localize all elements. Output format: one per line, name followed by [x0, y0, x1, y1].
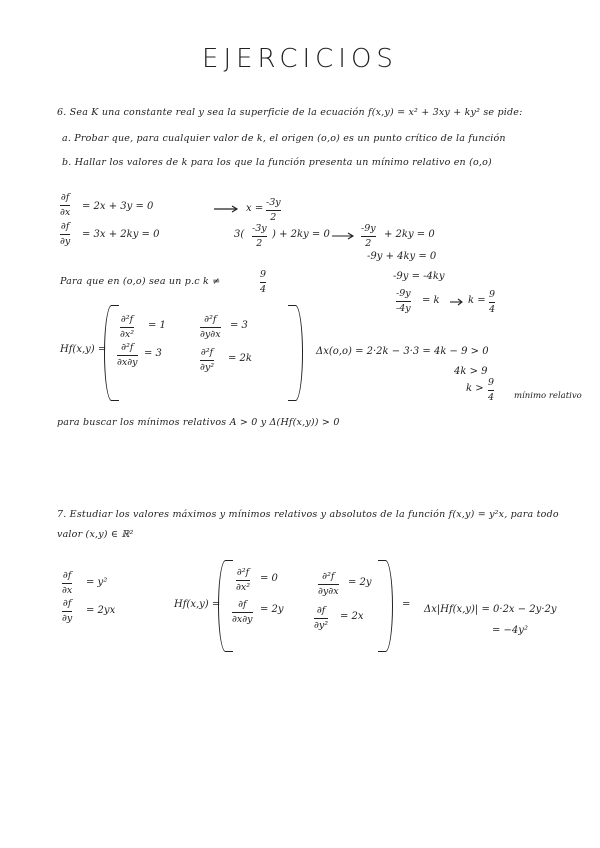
x-equation-lhs: x = — [246, 203, 264, 214]
step1-rhs: + 2ky = 0 — [384, 229, 435, 240]
exercise-7-statement: 7. Estudiar los valores máximos y mínimos relativos y absolutos de la función f(x,y) = y²x, para todo — [57, 509, 559, 520]
hessian-entry-11: ∂²f ∂x² — [120, 314, 135, 340]
inequality-4k: 4k > 9 — [454, 366, 488, 377]
inequality-k-lhs: k > — [466, 383, 484, 394]
hessian-entry-22: ∂²f ∂y² — [200, 347, 215, 373]
equation-df-dx: = 2x + 3y = 0 — [82, 201, 154, 212]
minimo-relativo-note: mínimo relativo — [514, 391, 582, 401]
ex7-hessian-entry-21: ∂f ∂x∂y — [232, 599, 253, 625]
ex7-determinant: Δx|Hf(x,y)| = 0·2x − 2y·2y — [424, 604, 557, 615]
hessian-entry-12: ∂²f ∂y∂x — [200, 314, 221, 340]
hessian-value-11: = 1 — [148, 320, 166, 331]
ex7-df-dx-value: = y² — [86, 577, 108, 588]
relative-minimum-criteria: para buscar los mínimos relativos A > 0 y Δ(Hf(x,y)) > 0 — [57, 417, 340, 428]
fraction-k-condition: 9 4 — [260, 269, 267, 295]
hessian-entry-21: ∂²f ∂x∂y — [117, 342, 138, 368]
ex7-determinant-result: = −4y² — [492, 625, 528, 636]
ex7-equals-sign: = — [402, 599, 411, 610]
substitution-suffix: ) + 2ky = 0 — [272, 229, 330, 240]
exercise-7-statement-cont: valor (x,y) ∈ ℝ² — [57, 529, 134, 540]
hessian-label: Hf(x,y) = — [60, 344, 107, 355]
page-title: EJERCICIOS — [202, 44, 398, 74]
fraction-k-min: 9 4 — [488, 377, 495, 403]
ex7-matrix-left-paren — [218, 560, 233, 652]
step3: -9y = -4ky — [393, 271, 445, 282]
step2: -9y + 4ky = 0 — [367, 251, 437, 262]
step4-mid: = k — [422, 295, 440, 306]
critical-point-condition: Para que en (o,o) sea un p.c k ≠ — [60, 276, 221, 287]
step4-result-lhs: k = — [468, 295, 486, 306]
arrow-right-icon — [332, 233, 356, 239]
arrow-right-icon — [450, 299, 464, 305]
ex7-hessian-entry-12: ∂²f ∂y∂x — [318, 571, 339, 597]
fraction-substitution: -3y 2 — [252, 223, 267, 249]
ex7-hessian-value-12: = 2y — [348, 577, 372, 588]
fraction-step4-result: 9 4 — [489, 289, 496, 315]
equation-df-dy: = 3x + 2ky = 0 — [82, 229, 160, 240]
ex7-hessian-value-22: = 2x — [340, 611, 364, 622]
fraction-ex7-df-dy: ∂f ∂y — [62, 598, 73, 624]
exercise-6-statement: 6. Sea K una constante real y sea la superficie de la ecuación f(x,y) = x² + 3xy + ky² se pide: — [57, 107, 523, 118]
hessian-value-21: = 3 — [144, 348, 162, 359]
fraction-step4: -9y -4y — [396, 288, 411, 314]
arrow-right-icon — [214, 206, 240, 212]
matrix-right-paren — [288, 305, 303, 401]
ex7-hessian-value-21: = 2y — [260, 604, 284, 615]
fraction-ex7-df-dx: ∂f ∂x — [62, 570, 73, 596]
exercise-6-item-a: a. Probar que, para cualquier valor de k, el origen (o,o) es un punto crítico de la función — [62, 133, 506, 144]
fraction-step1: -9y 2 — [361, 223, 376, 249]
ex7-hessian-entry-22: ∂f ∂y² — [314, 605, 329, 631]
fraction-df-dx: ∂f ∂x — [60, 192, 71, 218]
determinant-condition: Δx(o,o) = 2·2k − 3·3 = 4k − 9 > 0 — [316, 346, 489, 357]
ex7-matrix-right-paren — [378, 560, 393, 652]
ex7-hessian-entry-11: ∂²f ∂x² — [236, 567, 251, 593]
fraction-df-dy: ∂f ∂y — [60, 221, 71, 247]
ex7-df-dy-value: = 2yx — [86, 605, 116, 616]
hessian-value-22: = 2k — [228, 353, 252, 364]
substitution-prefix: 3( — [234, 229, 245, 240]
exercise-6-item-b: b. Hallar los valores de k para los que la función presenta un mínimo relativo en (o,o) — [62, 157, 492, 168]
ex7-hessian-value-11: = 0 — [260, 573, 278, 584]
fraction-x-value: -3y 2 — [266, 197, 281, 223]
ex7-hessian-label: Hf(x,y) = — [174, 599, 221, 610]
hessian-value-12: = 3 — [230, 320, 248, 331]
